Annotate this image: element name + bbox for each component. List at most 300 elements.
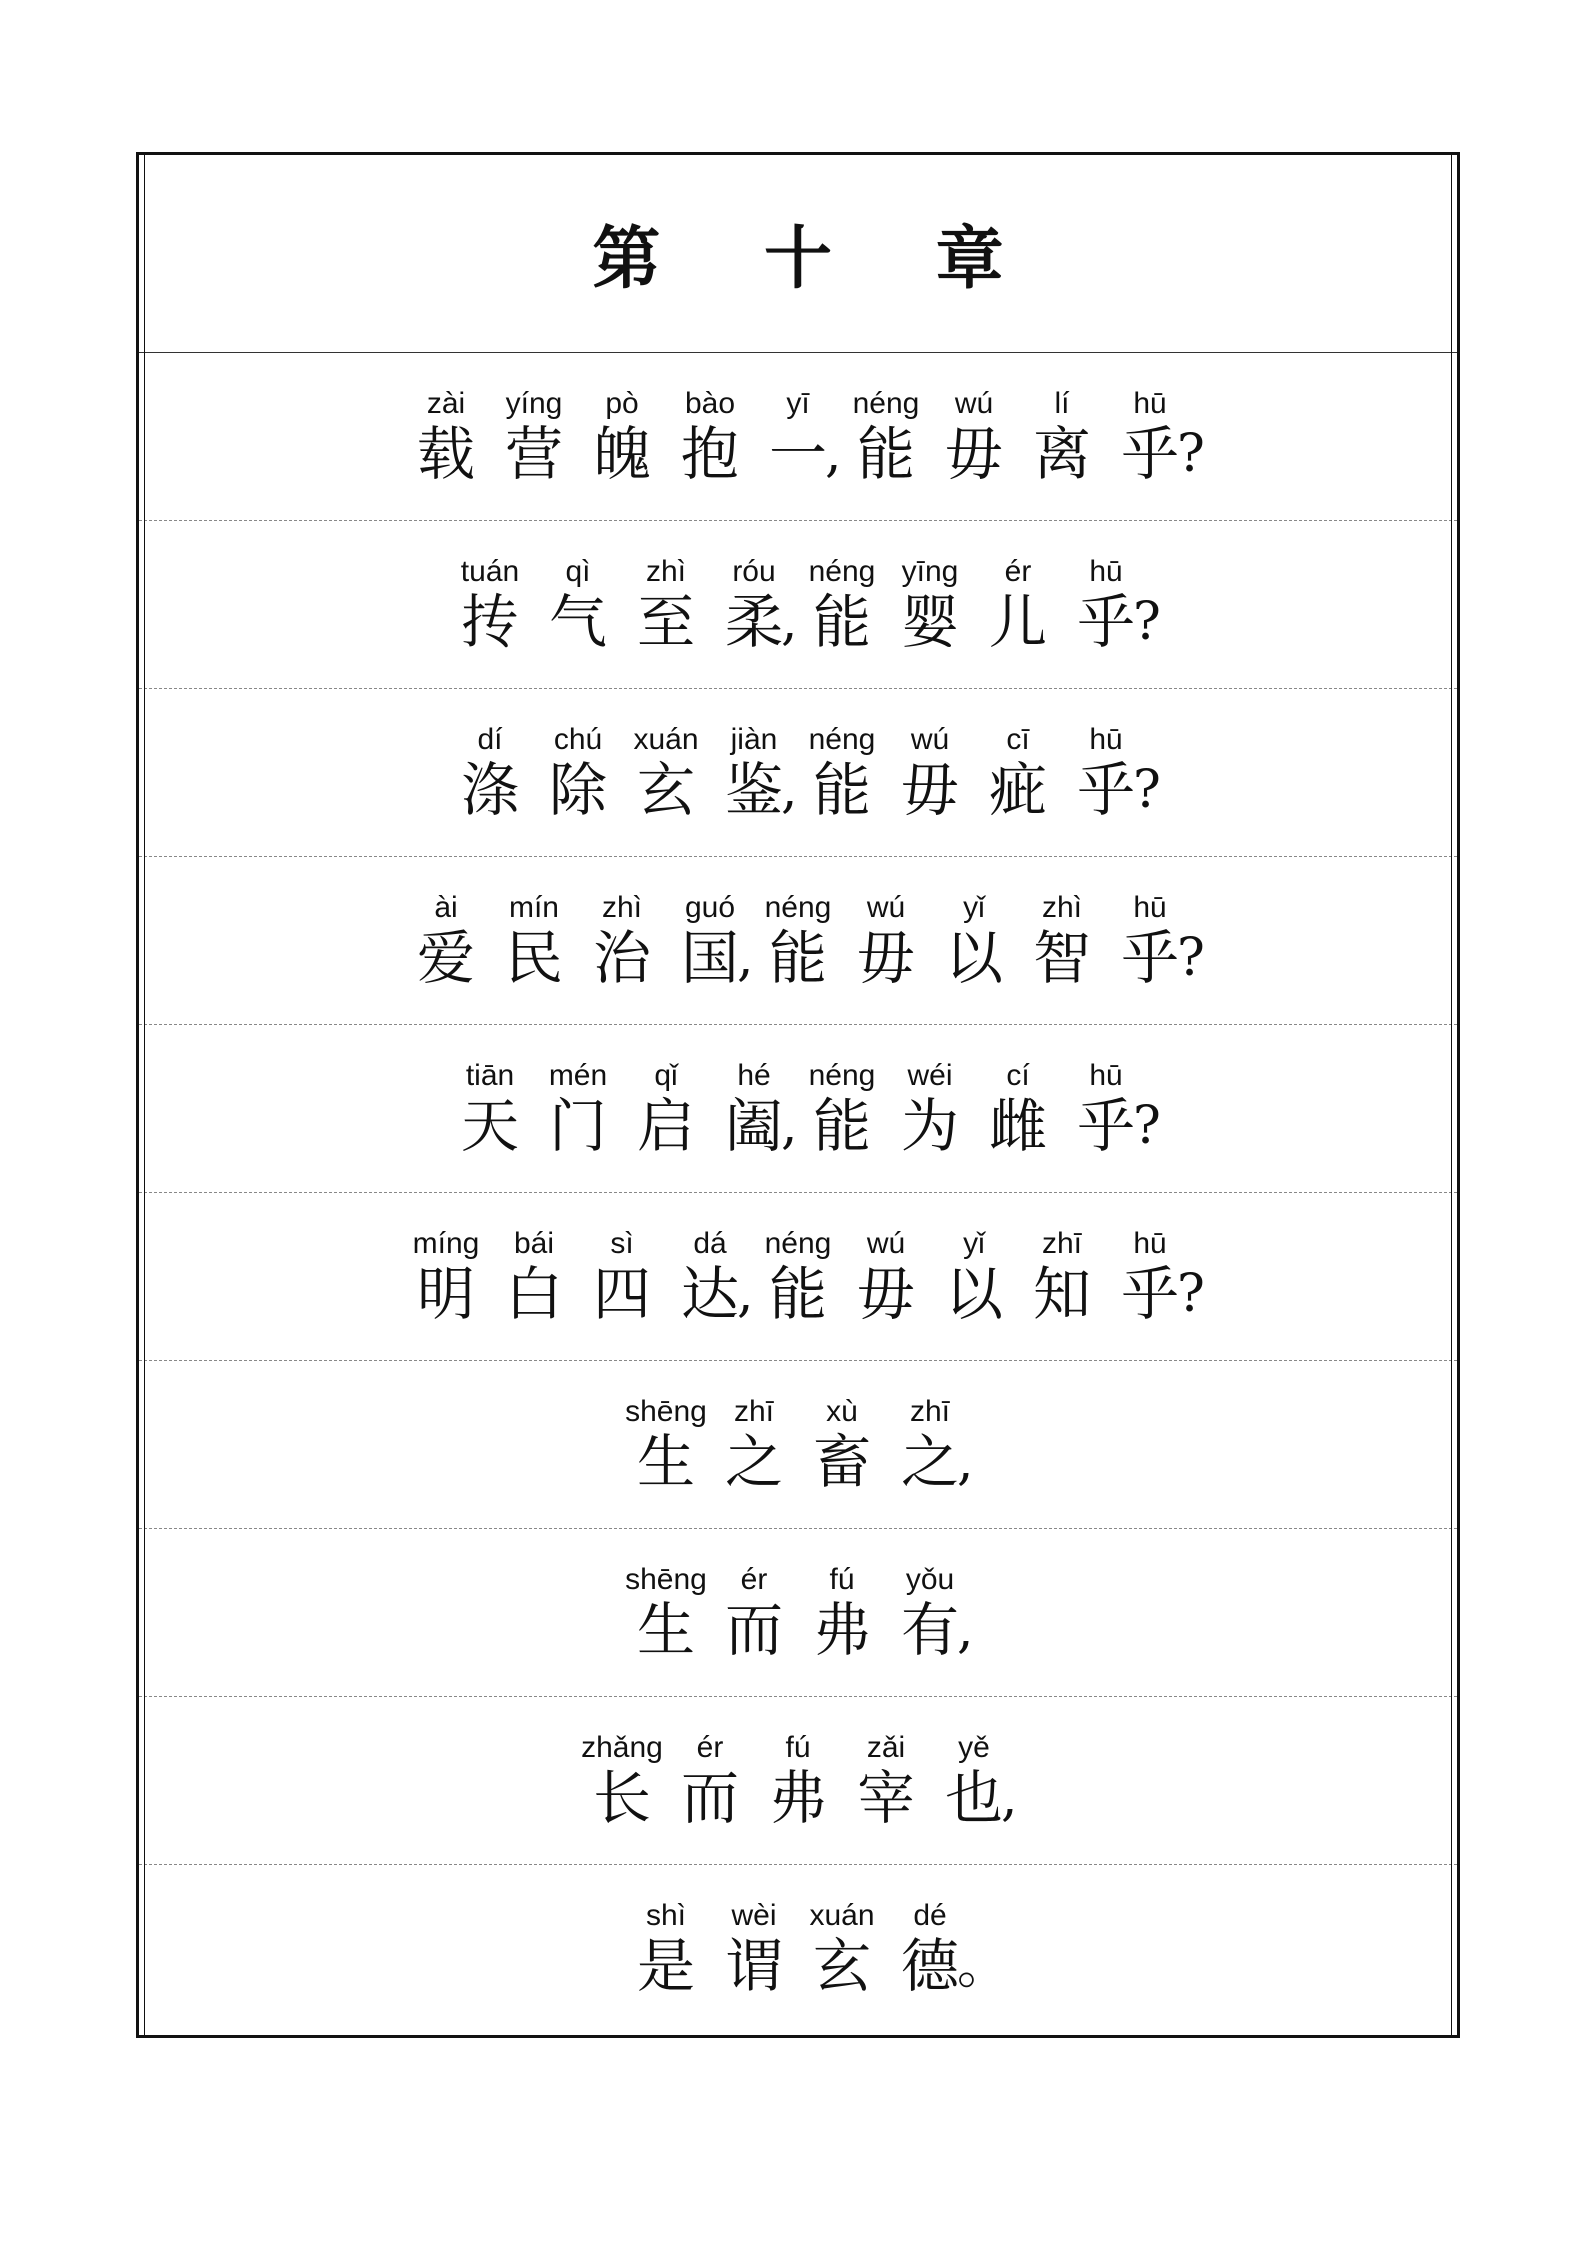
- hanzi-char: 魄: [592, 419, 651, 488]
- hanzi-char: 谓: [724, 1932, 783, 2000]
- character-cell: [886, 1059, 974, 1159]
- hanzi: [1033, 1261, 1091, 1327]
- character-cell: [622, 1899, 710, 1999]
- character-cell: [1106, 1226, 1205, 1328]
- verse-line: [446, 1058, 1161, 1160]
- hanzi: [1076, 1091, 1161, 1160]
- pinyin: wú: [866, 890, 906, 924]
- hanzi-char: 之: [900, 1427, 959, 1496]
- character-cell: [710, 1899, 798, 1999]
- character-cell: [578, 387, 666, 487]
- pinyin: hū: [1089, 554, 1123, 588]
- hanzi: [637, 1429, 695, 1495]
- pinyin: néng: [808, 554, 876, 588]
- hanzi-char: 气: [548, 587, 607, 656]
- hanzi: [813, 1933, 871, 1999]
- character-cell: [446, 555, 534, 655]
- pinyin: fú: [785, 1730, 811, 1764]
- character-cell: [710, 1563, 798, 1663]
- hanzi: [857, 925, 915, 991]
- character-cell: [886, 723, 974, 823]
- character-cell: [974, 723, 1062, 823]
- hanzi-char: 乎: [1120, 419, 1179, 488]
- hanzi-char: 以: [944, 923, 1003, 992]
- verse-line: [402, 1226, 1205, 1328]
- punctuation: ,: [1001, 1767, 1018, 1828]
- hanzi: [593, 925, 651, 991]
- character-cell: [754, 1227, 842, 1327]
- hanzi: [505, 1261, 563, 1327]
- hanzi-char: 以: [944, 1259, 1003, 1328]
- hanzi: [725, 1597, 783, 1663]
- hanzi-char: 之: [724, 1427, 783, 1496]
- pinyin: pò: [605, 386, 639, 420]
- character-cell: [622, 1395, 710, 1495]
- hanzi: [680, 1259, 754, 1328]
- hanzi-char: 抱: [680, 419, 739, 488]
- character-cell: [402, 1227, 490, 1327]
- character-cell: [622, 723, 710, 823]
- verse-row: [139, 1361, 1457, 1529]
- pinyin: shì: [645, 1899, 687, 1932]
- hanzi-char: 玄: [812, 1932, 871, 2000]
- hanzi: [681, 1765, 739, 1831]
- verse-list: [139, 353, 1457, 2033]
- hanzi-char: 能: [812, 755, 871, 824]
- hanzi-char: 一: [768, 419, 827, 488]
- hanzi-char: 疵: [988, 755, 1047, 824]
- hanzi-char: 为: [900, 1091, 959, 1160]
- character-cell: [622, 1059, 710, 1159]
- hanzi: [461, 757, 519, 823]
- verse-line: [622, 1899, 1010, 2000]
- character-cell: [666, 891, 754, 991]
- hanzi-char: 长: [592, 1763, 651, 1832]
- hanzi-char: 乎: [1120, 1259, 1179, 1328]
- character-cell: [578, 891, 666, 991]
- hanzi: [637, 1093, 695, 1159]
- hanzi-char: 抟: [460, 587, 519, 656]
- pinyin: qǐ: [654, 1058, 678, 1092]
- character-cell: [930, 891, 1018, 991]
- pinyin: néng: [764, 1226, 832, 1260]
- pinyin: mén: [548, 1058, 608, 1092]
- verse-row: [139, 857, 1457, 1025]
- character-cell: [534, 555, 622, 655]
- pinyin: shēng: [625, 1394, 707, 1428]
- pinyin: lí: [1054, 386, 1070, 420]
- pinyin: néng: [852, 386, 920, 420]
- hanzi: [857, 1765, 915, 1831]
- character-cell: [842, 1731, 930, 1831]
- chapter-title: 第 十 章: [592, 219, 1044, 299]
- text-frame: [136, 152, 1460, 2038]
- pinyin: zhì: [601, 890, 643, 924]
- character-cell: [534, 1059, 622, 1159]
- hanzi: [813, 589, 871, 655]
- hanzi-char: 载: [416, 419, 475, 488]
- punctuation: ,: [825, 423, 842, 484]
- character-cell: [534, 723, 622, 823]
- pinyin: xuán: [633, 722, 699, 756]
- hanzi-char: 也: [944, 1763, 1003, 1832]
- character-cell: [710, 1395, 798, 1495]
- character-cell: [1106, 386, 1205, 488]
- pinyin: yíng: [505, 386, 563, 420]
- hanzi-char: 毋: [856, 1259, 915, 1328]
- hanzi-char: 毋: [856, 923, 915, 992]
- pinyin: xù: [826, 1394, 858, 1428]
- hanzi-char: 民: [504, 923, 563, 992]
- character-cell: [974, 1059, 1062, 1159]
- punctuation: ,: [737, 1263, 754, 1324]
- hanzi: [725, 1429, 783, 1495]
- pinyin: yīng: [901, 554, 959, 588]
- character-cell: [930, 1227, 1018, 1327]
- hanzi-char: 乎: [1076, 1091, 1135, 1160]
- verse-line: [446, 722, 1161, 824]
- verse-line: [402, 890, 1205, 992]
- character-cell: [710, 555, 798, 655]
- punctuation: ,: [737, 927, 754, 988]
- pinyin: yě: [958, 1730, 990, 1764]
- hanzi: [901, 1093, 959, 1159]
- character-cell: [798, 1059, 886, 1159]
- pinyin: zhì: [645, 554, 687, 588]
- punctuation: ?: [1133, 591, 1161, 652]
- hanzi-char: 除: [548, 755, 607, 824]
- verse-row: [139, 1193, 1457, 1361]
- hanzi-char: 弗: [768, 1763, 827, 1832]
- pinyin: ér: [1004, 554, 1032, 588]
- hanzi: [945, 925, 1003, 991]
- pinyin: zhī: [1041, 1226, 1083, 1260]
- pinyin: mín: [508, 890, 559, 924]
- hanzi-char: 营: [504, 419, 563, 488]
- hanzi-char: 门: [548, 1091, 607, 1160]
- pinyin: hū: [1133, 1226, 1167, 1260]
- hanzi: [417, 925, 475, 991]
- pinyin: zǎi: [866, 1730, 906, 1764]
- character-cell: [842, 387, 930, 487]
- character-cell: [402, 891, 490, 991]
- hanzi-char: 畜: [812, 1427, 871, 1496]
- hanzi-char: 毋: [944, 419, 1003, 488]
- punctuation: ,: [957, 1599, 974, 1660]
- pinyin: néng: [808, 1058, 876, 1092]
- pinyin: néng: [764, 890, 832, 924]
- character-cell: [490, 1227, 578, 1327]
- hanzi-char: 涤: [460, 755, 519, 824]
- punctuation: 。: [957, 1936, 1010, 1996]
- hanzi: [989, 757, 1047, 823]
- verse-row: [139, 1529, 1457, 1697]
- hanzi-char: 四: [592, 1259, 651, 1328]
- hanzi: [989, 589, 1047, 655]
- hanzi-char: 能: [856, 419, 915, 488]
- hanzi: [813, 757, 871, 823]
- punctuation: ,: [781, 1095, 798, 1156]
- character-cell: [622, 1563, 710, 1663]
- pinyin: dá: [693, 1226, 727, 1260]
- hanzi-char: 知: [1032, 1259, 1091, 1328]
- hanzi: [417, 1261, 475, 1327]
- pinyin: bái: [513, 1226, 555, 1260]
- pinyin: yǐ: [963, 890, 985, 924]
- verse-row: [139, 1025, 1457, 1193]
- pinyin: zhì: [1041, 890, 1083, 924]
- verse-row: [139, 353, 1457, 521]
- hanzi-char: 柔: [724, 587, 783, 656]
- pinyin: guó: [684, 890, 736, 924]
- hanzi-char: 能: [812, 1091, 871, 1160]
- pinyin: wú: [866, 1226, 906, 1260]
- pinyin: wèi: [731, 1899, 777, 1932]
- pinyin: tiān: [465, 1058, 515, 1092]
- hanzi-char: 毋: [900, 755, 959, 824]
- character-cell: [886, 1563, 974, 1663]
- punctuation: ?: [1177, 927, 1205, 988]
- hanzi: [505, 925, 563, 991]
- hanzi: [1033, 925, 1091, 991]
- character-cell: [930, 387, 1018, 487]
- hanzi: [637, 589, 695, 655]
- pinyin: cí: [1006, 1058, 1030, 1092]
- character-cell: [1018, 387, 1106, 487]
- character-cell: [490, 387, 578, 487]
- hanzi: [505, 421, 563, 487]
- hanzi-char: 乎: [1076, 587, 1135, 656]
- hanzi-char: 国: [680, 923, 739, 992]
- pinyin: zhī: [909, 1394, 951, 1428]
- hanzi: [417, 421, 475, 487]
- hanzi: [549, 1093, 607, 1159]
- pinyin: ài: [434, 890, 458, 924]
- hanzi: [768, 419, 842, 488]
- hanzi-char: 能: [812, 587, 871, 656]
- hanzi-char: 生: [636, 1427, 695, 1496]
- hanzi: [549, 757, 607, 823]
- character-cell: [1062, 554, 1161, 656]
- punctuation: ,: [957, 1431, 974, 1492]
- character-cell: [798, 1899, 886, 1999]
- character-cell: [710, 723, 798, 823]
- character-cell: [798, 1395, 886, 1495]
- pinyin: jiàn: [730, 722, 778, 756]
- hanzi-char: 婴: [900, 587, 959, 656]
- hanzi: [1120, 419, 1205, 488]
- pinyin: xuán: [809, 1899, 875, 1932]
- verse-row: [139, 1697, 1457, 1865]
- hanzi-char: 雌: [988, 1091, 1047, 1160]
- pinyin: shēng: [625, 1562, 707, 1596]
- character-cell: [798, 723, 886, 823]
- verse-line: [446, 554, 1161, 656]
- verse-line: [622, 1563, 974, 1663]
- pinyin: dí: [477, 722, 503, 756]
- hanzi-char: 玄: [636, 755, 695, 824]
- punctuation: ?: [1177, 1263, 1205, 1324]
- pinyin: róu: [732, 554, 776, 588]
- hanzi-char: 天: [460, 1091, 519, 1160]
- character-cell: [666, 1731, 754, 1831]
- pinyin: hū: [1089, 1058, 1123, 1092]
- hanzi: [857, 1261, 915, 1327]
- character-cell: [446, 1059, 534, 1159]
- verse-row: [139, 521, 1457, 689]
- character-cell: [1062, 722, 1161, 824]
- hanzi: [593, 1765, 651, 1831]
- hanzi: [900, 1932, 1010, 2000]
- hanzi: [769, 925, 827, 991]
- pinyin: cī: [1006, 722, 1030, 756]
- character-cell: [1018, 1227, 1106, 1327]
- verse-line: [622, 1395, 974, 1495]
- verse-line: [402, 386, 1205, 488]
- hanzi-char: 明: [416, 1259, 475, 1328]
- pinyin: zhī: [733, 1394, 775, 1428]
- hanzi: [461, 589, 519, 655]
- hanzi-char: 阖: [724, 1091, 783, 1160]
- character-cell: [578, 1731, 666, 1831]
- hanzi-char: 智: [1032, 923, 1091, 992]
- hanzi-char: 乎: [1076, 755, 1135, 824]
- character-cell: [402, 387, 490, 487]
- pinyin: zài: [426, 386, 466, 420]
- pinyin: wéi: [907, 1058, 953, 1092]
- character-cell: [754, 891, 842, 991]
- hanzi: [989, 1093, 1047, 1159]
- pinyin: yǒu: [905, 1562, 955, 1596]
- hanzi: [461, 1093, 519, 1159]
- character-cell: [1106, 890, 1205, 992]
- pinyin: zhǎng: [581, 1730, 663, 1764]
- hanzi-char: 是: [636, 1932, 695, 2000]
- verse-row: [139, 689, 1457, 857]
- pinyin: fú: [829, 1562, 855, 1596]
- character-cell: [622, 555, 710, 655]
- pinyin: ér: [696, 1730, 724, 1764]
- hanzi: [900, 1595, 974, 1664]
- pinyin: hū: [1133, 890, 1167, 924]
- hanzi-char: 德: [900, 1932, 959, 2000]
- pinyin: néng: [808, 722, 876, 756]
- hanzi-char: 白: [504, 1259, 563, 1328]
- character-cell: [798, 1563, 886, 1663]
- hanzi: [813, 1429, 871, 1495]
- pinyin: wú: [910, 722, 950, 756]
- hanzi-char: 乎: [1120, 923, 1179, 992]
- punctuation: ?: [1177, 423, 1205, 484]
- hanzi: [945, 1261, 1003, 1327]
- character-cell: [886, 1899, 1010, 2000]
- verse-line: [578, 1731, 1018, 1831]
- character-cell: [1062, 1058, 1161, 1160]
- pinyin: wú: [954, 386, 994, 420]
- hanzi: [724, 755, 798, 824]
- character-cell: [666, 387, 754, 487]
- hanzi: [944, 1763, 1018, 1832]
- character-cell: [842, 891, 930, 991]
- hanzi-char: 至: [636, 587, 695, 656]
- hanzi-char: 有: [900, 1595, 959, 1664]
- hanzi: [681, 421, 739, 487]
- hanzi-char: 儿: [988, 587, 1047, 656]
- punctuation: ?: [1133, 1095, 1161, 1156]
- character-cell: [754, 387, 842, 487]
- hanzi: [549, 589, 607, 655]
- pinyin: chú: [553, 722, 603, 756]
- hanzi-char: 治: [592, 923, 651, 992]
- hanzi: [724, 587, 798, 656]
- pinyin: míng: [412, 1226, 480, 1260]
- pinyin: qì: [565, 554, 591, 588]
- hanzi: [1076, 755, 1161, 824]
- character-cell: [754, 1731, 842, 1831]
- character-cell: [490, 891, 578, 991]
- hanzi: [637, 1597, 695, 1663]
- hanzi-char: 爱: [416, 923, 475, 992]
- title-row: [139, 155, 1457, 353]
- character-cell: [578, 1227, 666, 1327]
- hanzi: [901, 757, 959, 823]
- hanzi: [680, 923, 754, 992]
- hanzi-char: 生: [636, 1595, 695, 1664]
- pinyin: hū: [1133, 386, 1167, 420]
- hanzi: [1120, 923, 1205, 992]
- pinyin: hū: [1089, 722, 1123, 756]
- character-cell: [974, 555, 1062, 655]
- character-cell: [666, 1227, 754, 1327]
- hanzi-char: 鉴: [724, 755, 783, 824]
- pinyin: tuán: [460, 554, 520, 588]
- hanzi: [724, 1091, 798, 1160]
- hanzi: [725, 1933, 783, 1999]
- hanzi: [813, 1093, 871, 1159]
- hanzi: [1033, 421, 1091, 487]
- hanzi: [637, 757, 695, 823]
- hanzi: [769, 1765, 827, 1831]
- hanzi: [1120, 1259, 1205, 1328]
- hanzi: [857, 421, 915, 487]
- hanzi: [945, 421, 1003, 487]
- character-cell: [842, 1227, 930, 1327]
- hanzi-char: 宰: [856, 1763, 915, 1832]
- character-cell: [886, 1395, 974, 1495]
- character-cell: [930, 1731, 1018, 1831]
- hanzi-char: 而: [680, 1763, 739, 1832]
- verse-row: [139, 1865, 1457, 2033]
- pinyin: bào: [684, 386, 736, 420]
- hanzi: [1076, 587, 1161, 656]
- hanzi: [901, 589, 959, 655]
- hanzi-char: 弗: [812, 1595, 871, 1664]
- hanzi-char: 达: [680, 1259, 739, 1328]
- pinyin: yǐ: [963, 1226, 985, 1260]
- hanzi: [813, 1597, 871, 1663]
- hanzi-char: 启: [636, 1091, 695, 1160]
- pinyin: dé: [913, 1899, 947, 1932]
- hanzi-char: 而: [724, 1595, 783, 1664]
- hanzi-char: 能: [768, 1259, 827, 1328]
- character-cell: [798, 555, 886, 655]
- punctuation: ,: [781, 591, 798, 652]
- punctuation: ,: [781, 759, 798, 820]
- hanzi: [593, 1261, 651, 1327]
- pinyin: sì: [610, 1226, 634, 1260]
- hanzi-char: 离: [1032, 419, 1091, 488]
- pinyin: ér: [740, 1562, 768, 1596]
